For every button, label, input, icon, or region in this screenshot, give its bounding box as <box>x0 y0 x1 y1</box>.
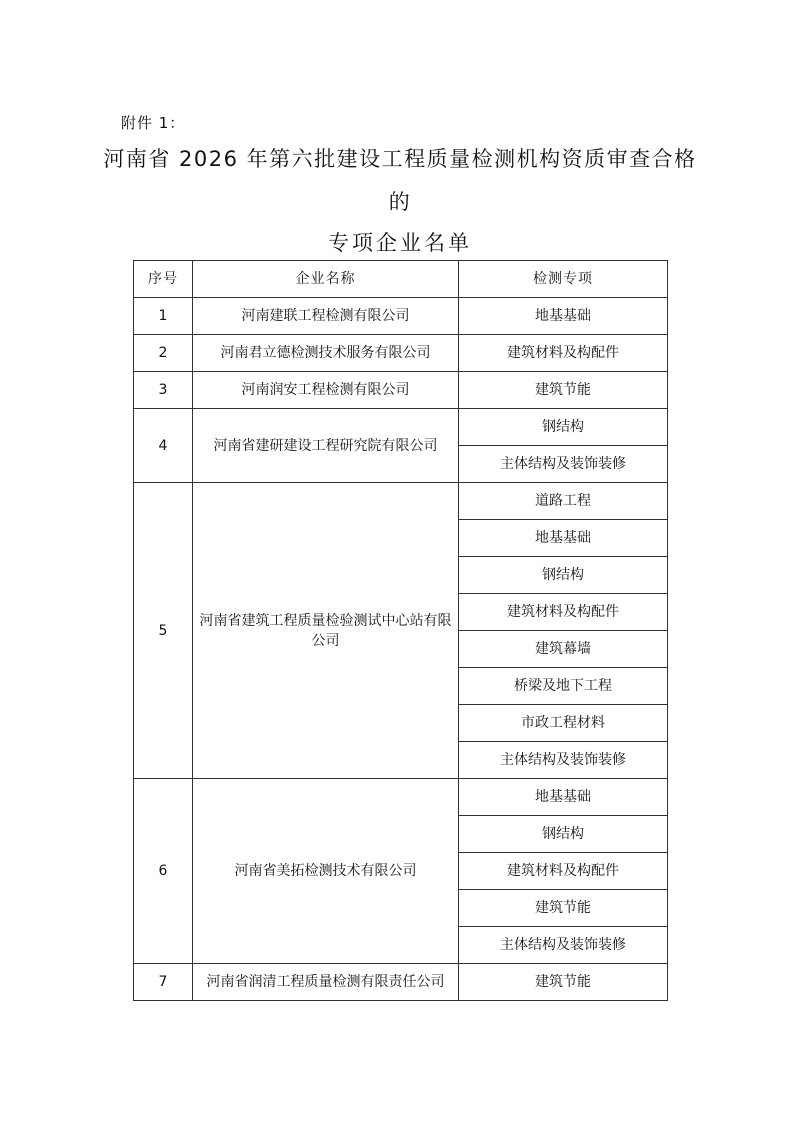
document-title-line-2: 的 <box>388 190 412 214</box>
company-list-table <box>133 260 668 1001</box>
specialty: 钢结构 <box>459 409 668 446</box>
table-row <box>134 372 668 409</box>
table-body <box>134 298 668 1001</box>
specialty: 建筑材料及构配件 <box>459 853 668 890</box>
company-name: 河南润安工程检测有限公司 <box>193 372 459 409</box>
row-index: 4 <box>134 409 193 483</box>
table-row <box>134 409 668 446</box>
row-index: 6 <box>134 779 193 964</box>
specialty: 建筑节能 <box>459 964 668 1001</box>
row-index: 5 <box>134 483 193 779</box>
specialty: 建筑材料及构配件 <box>459 335 668 372</box>
company-name: 河南建联工程检测有限公司 <box>193 298 459 335</box>
specialty: 钢结构 <box>459 557 668 594</box>
specialty: 钢结构 <box>459 816 668 853</box>
row-index: 1 <box>134 298 193 335</box>
row-index: 7 <box>134 964 193 1001</box>
company-name: 河南省建研建设工程研究院有限公司 <box>193 409 459 483</box>
company-name: 河南省美拓检测技术有限公司 <box>193 779 459 964</box>
table-row <box>134 779 668 816</box>
row-index: 2 <box>134 335 193 372</box>
company-name: 河南君立德检测技术服务有限公司 <box>193 335 459 372</box>
document-title-line-3: 专项企业名单 <box>328 231 472 255</box>
specialty: 主体结构及装饰装修 <box>459 446 668 483</box>
header-company: 企业名称 <box>193 261 459 298</box>
table-row <box>134 483 668 520</box>
specialty: 道路工程 <box>459 483 668 520</box>
specialty: 桥梁及地下工程 <box>459 668 668 705</box>
specialty: 市政工程材料 <box>459 705 668 742</box>
specialty: 地基基础 <box>459 779 668 816</box>
company-name: 河南省建筑工程质量检验测试中心站有限公司 <box>193 483 459 779</box>
specialty: 建筑节能 <box>459 890 668 927</box>
specialty: 主体结构及装饰装修 <box>459 927 668 964</box>
header-index: 序号 <box>134 261 193 298</box>
specialty: 地基基础 <box>459 298 668 335</box>
company-name: 河南省润清工程质量检测有限责任公司 <box>193 964 459 1001</box>
header-specialty: 检测专项 <box>459 261 668 298</box>
specialty: 建筑节能 <box>459 372 668 409</box>
specialty: 主体结构及装饰装修 <box>459 742 668 779</box>
specialty: 建筑幕墙 <box>459 631 668 668</box>
specialty: 建筑材料及构配件 <box>459 594 668 631</box>
attachment-label: 附件 1： <box>121 114 186 132</box>
row-index: 3 <box>134 372 193 409</box>
table-row <box>134 298 668 335</box>
document-title-line-1: 河南省 2026 年第六批建设工程质量检测机构资质审查合格 <box>103 147 697 171</box>
table-header-row <box>134 261 668 298</box>
specialty: 地基基础 <box>459 520 668 557</box>
table-row <box>134 964 668 1001</box>
table-row <box>134 335 668 372</box>
